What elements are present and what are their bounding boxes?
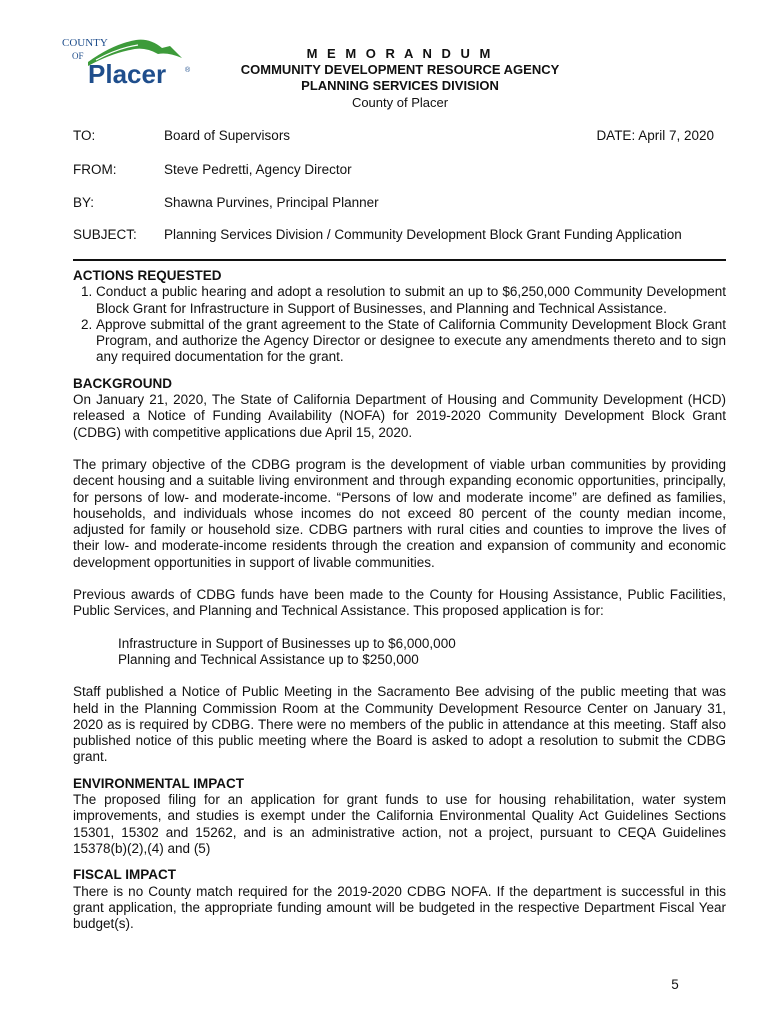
background-paragraph-2: The primary objective of the CDBG program is the development of viable urban communities by providing decent housing and a suitable living environment and through expanding economic opportunities, principally, for persons of low- and moderate-income. “Persons of low and moderate income” are defined as families, households, and individuals whose incomes do not exceed 80 percent of the county median income, adjusted for family or household size. CDBG partners with rural cities and counties to improve the lives of their low- and moderate-income residents through the creation and expansion of community and economic development opportunities in support of livable communities. (73, 456, 726, 570)
memo-date: DATE: April 7, 2020 (596, 128, 714, 143)
memo-header (200, 46, 600, 111)
county-name: County of Placer (351, 95, 449, 110)
division-name: PLANNING SERVICES DIVISION (301, 78, 499, 93)
fiscal-heading: FISCAL IMPACT (73, 867, 176, 883)
application-item: Planning and Technical Assistance up to $250,000 (118, 651, 419, 667)
fiscal-paragraph: There is no County match required for the 2019-2020 CDBG NOFA. If the department is successful in this grant application, the appropriate funding amount will be budgeted in the respective Department Fiscal Year budget(s). (73, 883, 726, 932)
to-row (73, 128, 714, 146)
from-row (73, 162, 714, 180)
action-item: 2. Approve submittal of the grant agreement to the State of California Community Development Block Grant Program, and authorize the Agency Director or designee to execute any amendments thereto and to sign any required documentation for the grant. (96, 317, 726, 366)
header-divider (73, 259, 726, 261)
to-label: TO: (73, 128, 96, 143)
actions-heading: ACTIONS REQUESTED (73, 268, 222, 283)
logo-name-text: Placer (88, 59, 167, 89)
to-value: Board of Supervisors (164, 128, 291, 143)
application-item: Infrastructure in Support of Businesses up to $6,000,000 (118, 635, 456, 651)
subject-row (73, 227, 714, 245)
county-of-placer-logo (58, 32, 198, 94)
logo-graphic (58, 32, 198, 94)
agency-name: COMMUNITY DEVELOPMENT RESOURCE AGENCY (240, 62, 560, 77)
by-label: BY: (73, 195, 95, 210)
background-paragraph-4: Staff published a Notice of Public Meeting in the Sacramento Bee advising of the public meeting that was held in the Planning Commission Room at the Community Development Resource Center on January 31, 2020 as is required by CDBG. There were no members of the public in attendance at this meeting. Staff also published notice of this public meeting where the Board is asked to adopt a resolution to submit the CDBG grant. (73, 684, 726, 765)
subject-value: Planning Services Division / Community Development Block Grant Funding Application (164, 227, 682, 242)
by-value: Shawna Purvines, Principal Planner (164, 195, 379, 210)
application-list (73, 636, 726, 669)
actions-list (73, 284, 726, 365)
by-row (73, 195, 714, 213)
logo-of-text: OF (72, 51, 84, 61)
action-item: 1. Conduct a public hearing and adopt a resolution to submit an up to $6,250,000 Community Development Block Grant for Infrastructure in Support of Businesses, and Planning and Technical Assistance. (96, 284, 726, 317)
environmental-paragraph: The proposed filing for an application for grant funds to use for housing rehabilitation, water system improvements, and studies is exempt under the California Environmental Quality Act Guidelines Sections 15301, 15302 and 15262, and is an administrative action, not a project, pursuant to CEQA Guidelines 15378(b)(2),(4) and (5) (73, 792, 726, 856)
page-number: 5 (671, 977, 679, 992)
environmental-heading: ENVIRONMENTAL IMPACT (73, 775, 244, 791)
memo-body (73, 268, 726, 932)
from-value: Steve Pedretti, Agency Director (164, 162, 352, 177)
memo-title: M E M O R A N D U M (306, 46, 494, 61)
from-label: FROM: (73, 162, 117, 177)
background-paragraph-3: Previous awards of CDBG funds have been made to the County for Housing Assistance, Public Facilities, Public Services, and Planning and Technical Assistance. This proposed application is for: (73, 587, 726, 619)
subject-label: SUBJECT: (73, 227, 137, 242)
background-heading: BACKGROUND (73, 375, 172, 391)
logo-county-text: COUNTY (62, 37, 108, 49)
logo-reg-mark: ® (185, 67, 191, 74)
background-paragraph-1: On January 21, 2020, The State of California Department of Housing and Community Development (HCD) released a Notice of Funding Availability (NOFA) for 2019-2020 Community Development Block Grant (CDBG) with competitive applications due April 15, 2020. (73, 392, 726, 440)
